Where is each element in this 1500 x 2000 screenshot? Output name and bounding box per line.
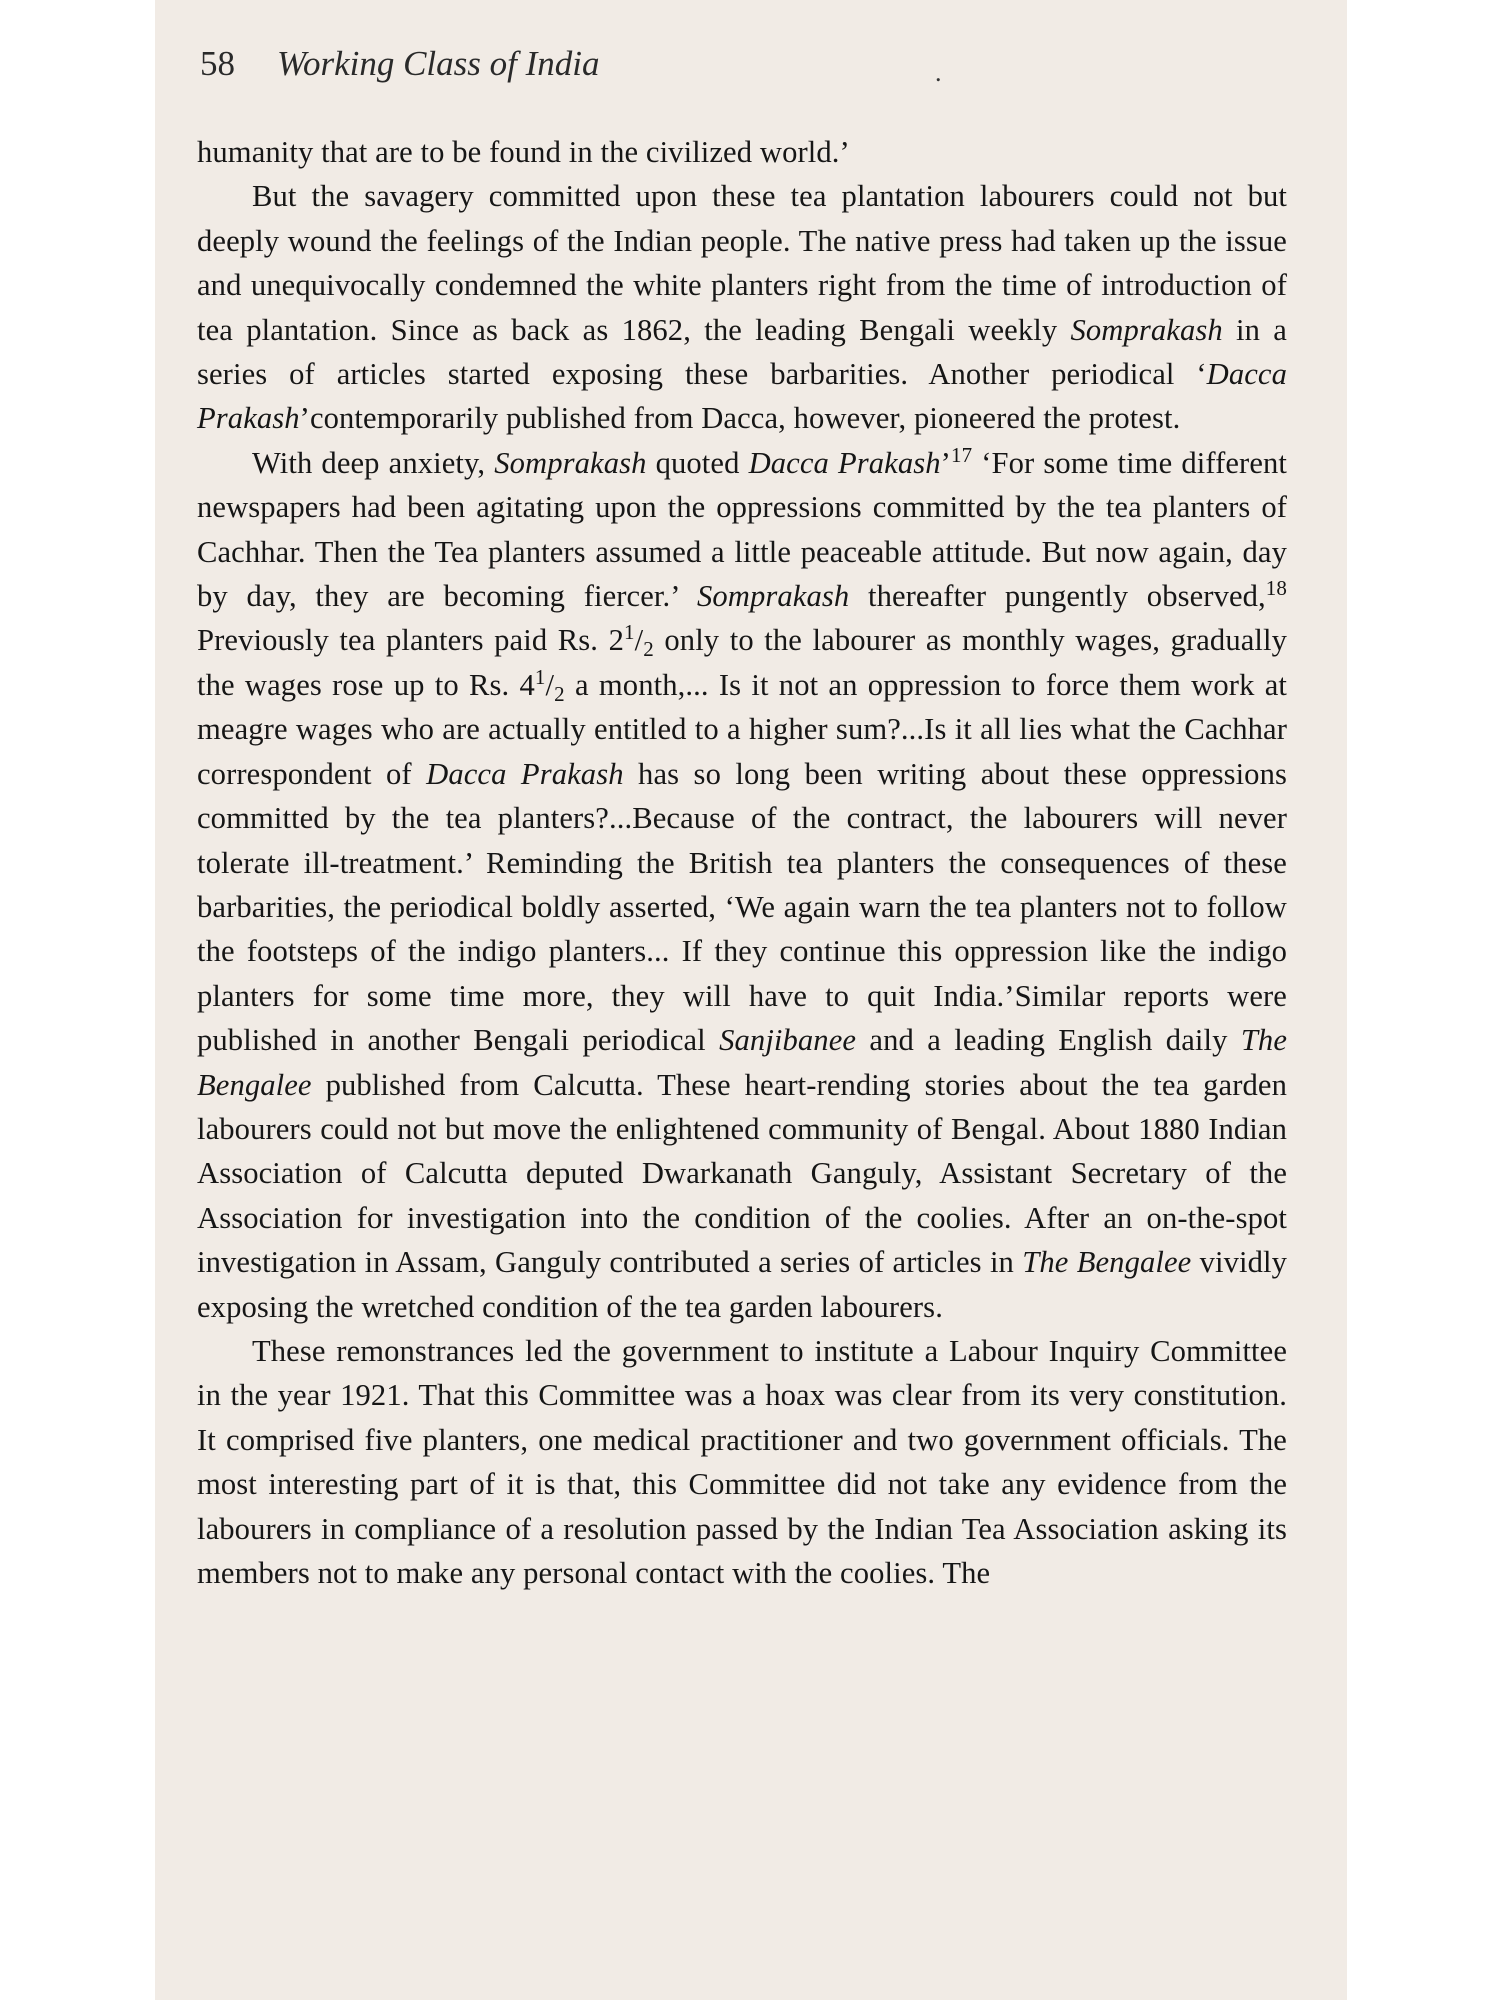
text-run: thereafter pungently observed, <box>849 579 1266 614</box>
fraction-slash: / <box>545 667 555 702</box>
paragraph-press-protest <box>197 174 1287 440</box>
fraction-numerator: 1 <box>534 664 546 689</box>
text-run: published from Calcutta. These heart-rending stories about the tea garden labourers could not but move the enlightened community of Bengal. About 1880 Indian Association of Calcutta deputed Dwarkanath Ganguly, Assistant Secretary of the Association for investigation into the condition of the coolies. After an on-the-spot investigation in Assam, Ganguly contributed a series of articles in <box>197 1067 1287 1280</box>
periodical-title: Somprakash <box>1070 312 1223 347</box>
body-text <box>197 130 1287 1595</box>
book-page <box>155 0 1347 2000</box>
paragraph-inquiry-committee: These remonstrances led the government to institute a Labour Inquiry Committee in the year 1921. That this Committee was a hoax was clear from its very constitution. It comprised five planters, one medical practitioner and two government officials. The most interesting part of it is that, this Committee did not take any evidence from the labourers in compliance of a resolution passed by the Indian Tea Association asking its members not to make any personal contact with the coolies. The <box>197 1333 1287 1590</box>
text-run: a month,... Is it not an oppression to force them work at meagre wages who are actually entitled to a higher sum?...Is it all lies what the Cachhar correspondent of <box>197 667 1287 791</box>
footnote-ref: 18 <box>1265 576 1287 601</box>
periodical-title: Dacca Prakash <box>748 445 941 480</box>
page-number: 58 <box>200 44 235 83</box>
text-run: vividly exposing the wretched condition of the tea garden labourers. <box>197 1245 1287 1324</box>
text-run: in a series of articles started exposing these barbarities. Another periodical ‘ <box>197 312 1287 392</box>
fraction-denominator: 2 <box>643 637 654 662</box>
fraction-slash: / <box>634 623 644 658</box>
periodical-title: Dacca Prakash <box>426 756 624 791</box>
running-head <box>200 44 1300 94</box>
footnote-ref: 17 <box>950 442 973 467</box>
text-run: ’contemporarily published from Dacca, however, pioneered the protest. <box>299 401 1181 436</box>
text-run: Previously tea planters paid Rs. 2 <box>197 623 625 658</box>
text-run: ‘For some time different newspapers had been agitating upon the oppressions committed by the tea planters of Cachhar. Then the Tea planters assumed a little peaceable attitude. But now again, day by day, they are becoming fiercer.’ <box>197 445 1287 614</box>
text-run: With deep anxiety, <box>252 445 495 480</box>
text-run: ’ <box>940 445 951 480</box>
stray-mark: . <box>935 58 942 87</box>
text-run: But the savagery committed upon these tea plantation labourers could not but deeply wound the feelings of the Indian people. The native press had taken up the issue and unequivocally condemned the white planters right from the time of introduction of tea plantation. Since as back as 1862, the leading Bengali weekly <box>197 179 1287 347</box>
periodical-title: The Bengalee <box>197 1023 1288 1102</box>
paragraph-continued: humanity that are to be found in the civilized world.’ <box>197 135 850 169</box>
fraction-denominator: 2 <box>554 681 565 706</box>
periodical-title: Somprakash <box>696 579 850 614</box>
text-run: quoted <box>646 445 749 480</box>
periodical-title: Somprakash <box>494 445 647 480</box>
fraction-numerator: 1 <box>624 620 635 645</box>
paragraph-somprakash-quote <box>197 441 1287 1329</box>
text-run: has so long been writing about these oppressions committed by the tea planters?...Because of the contract, the labourers will never tolerate ill-treatment.’ Reminding the British tea planters the consequences of these barbarities, the periodical boldly asserted, ‘We again warn the tea planters not to follow the footsteps of the indigo planters... If they continue this oppression like the indigo planters for some time more, they will have to quit India.’Similar reports were published in another Bengali periodical <box>197 756 1287 1058</box>
book-title: Working Class of India <box>277 44 600 83</box>
periodical-title: Dacca Prakash <box>197 357 1287 436</box>
periodical-title: The Bengalee <box>1022 1245 1192 1280</box>
periodical-title: Sanjibanee <box>719 1023 857 1058</box>
text-run: only to the labourer as monthly wages, gradually the wages rose up to Rs. 4 <box>197 623 1288 702</box>
text-run: and a leading English daily <box>856 1023 1241 1058</box>
